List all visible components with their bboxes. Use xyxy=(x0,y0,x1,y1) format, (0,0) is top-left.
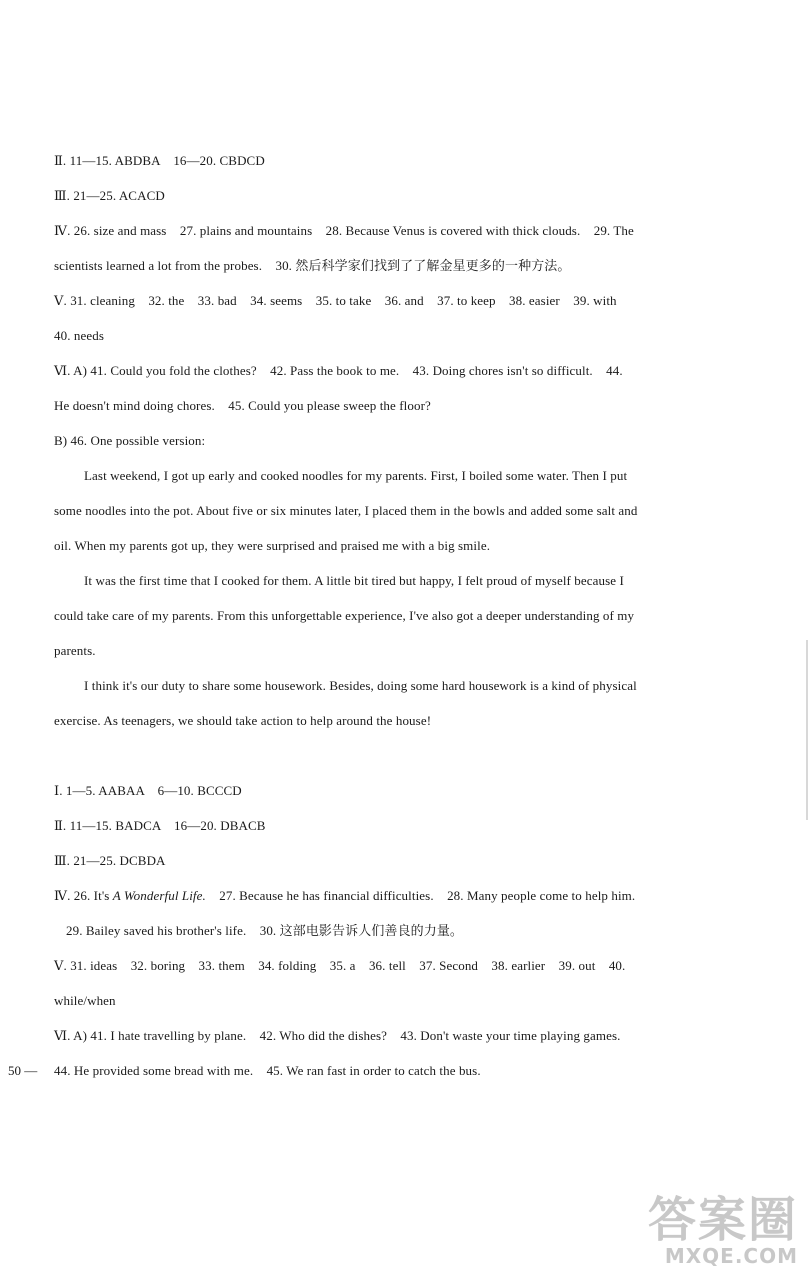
section-4-answers-line-1: Ⅳ. 26. size and mass 27. plains and mountains 28. Because Venus is covered with thick clouds. 29. The xyxy=(54,223,634,238)
essay-paragraph-1-line-3: oil. When my parents got up, they were surprised and praised me with a big smile. xyxy=(54,538,491,553)
page-number: 50 — xyxy=(8,1063,38,1078)
section-4-answers-line-2: scientists learned a lot from the probes. 30. 然后科学家们找到了了解金星更多的一种方法。 xyxy=(54,258,571,273)
b-section-4-prefix: Ⅳ. 26. It's xyxy=(54,888,113,903)
b-section-6a-answers-line-1: Ⅵ. A) 41. I hate travelling by plane. 42. Who did the dishes? 43. Don't waste your time playing games. xyxy=(54,1028,621,1043)
watermark-logo-text: 答案圈 xyxy=(647,1192,798,1248)
watermark-logo xyxy=(618,1192,798,1273)
section-6a-answers-line-2: He doesn't mind doing chores. 45. Could you please sweep the floor? xyxy=(54,398,431,413)
essay-paragraph-1-line-2: some noodles into the pot. About five or six minutes later, I placed them in the bowls and added some salt and xyxy=(54,503,638,518)
essay-paragraph-2-line-3: parents. xyxy=(54,643,96,658)
b-section-5-answers-line-1: Ⅴ. 31. ideas 32. boring 33. them 34. folding 35. a 36. tell 37. Second 38. earlier 39. out 40. xyxy=(54,958,626,973)
b-section-1-answers: Ⅰ. 1—5. AABAA 6—10. BCCCD xyxy=(54,783,242,798)
b-section-6a-answers-line-2: 44. He provided some bread with me. 45. We ran fast in order to catch the bus. xyxy=(54,1063,481,1078)
b-section-4-answers-line-2: 29. Bailey saved his brother's life. 30. 这部电影告诉人们善良的力量。 xyxy=(66,923,464,938)
watermark-url: MXQE.COM xyxy=(664,1244,798,1268)
section-6b-label: B) 46. One possible version: xyxy=(54,433,206,448)
essay-paragraph-3-line-2: exercise. As teenagers, we should take action to help around the house! xyxy=(54,713,432,728)
essay-paragraph-1-line-1: Last weekend, I got up early and cooked noodles for my parents. First, I boiled some water. Then I put xyxy=(84,468,628,483)
section-3-answers: Ⅲ. 21—25. ACACD xyxy=(54,188,165,203)
section-2-answers: Ⅱ. 11—15. ABDBA 16—20. CBDCD xyxy=(54,153,265,168)
section-5-answers-line-1: Ⅴ. 31. cleaning 32. the 33. bad 34. seems 35. to take 36. and 37. to keep 38. easier 39. with xyxy=(54,293,617,308)
b-section-2-answers: Ⅱ. 11—15. BADCA 16—20. DBACB xyxy=(54,818,266,833)
b-section-3-answers: Ⅲ. 21—25. DCBDA xyxy=(54,853,166,868)
section-6a-answers-line-1: Ⅵ. A) 41. Could you fold the clothes? 42. Pass the book to me. 43. Doing chores isn't so difficult. 44. xyxy=(54,363,623,378)
essay-paragraph-3-line-1: I think it's our duty to share some housework. Besides, doing some hard housework is a kind of physical xyxy=(84,678,637,693)
essay-paragraph-2-line-1: It was the first time that I cooked for them. A little bit tired but happy, I felt proud of myself because I xyxy=(84,573,624,588)
b-section-4-rest: 27. Because he has financial difficulties. 28. Many people come to help him. xyxy=(205,888,636,903)
essay-paragraph-2-line-2: could take care of my parents. From this unforgettable experience, I've also got a deeper understanding of my xyxy=(54,608,635,623)
section-5-answers-line-2: 40. needs xyxy=(54,328,104,343)
b-section-4-answers-line-1 xyxy=(54,887,710,905)
movie-title: A Wonderful Life. xyxy=(112,888,206,903)
b-section-5-answers-line-2: while/when xyxy=(54,993,116,1008)
page-edge-shadow xyxy=(806,640,808,820)
